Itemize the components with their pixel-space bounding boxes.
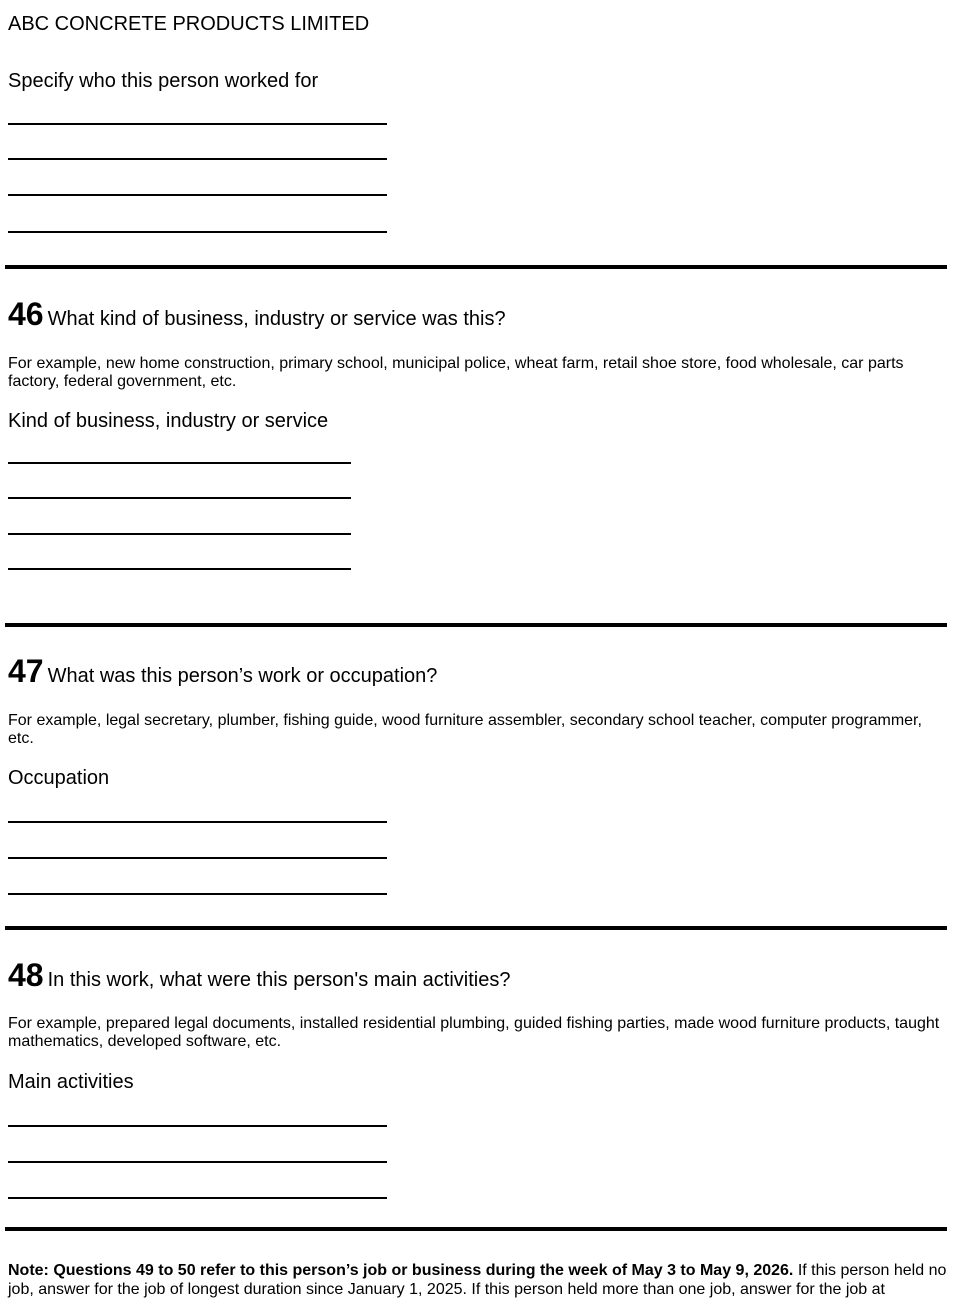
industry-line-3[interactable] [8,533,351,535]
occupation-line-1[interactable] [8,821,387,823]
question-number: 48 [8,957,44,993]
employer-line-3[interactable] [8,194,387,196]
employer-label: Specify who this person worked for [8,70,319,92]
question-number: 47 [8,653,44,689]
question-text: What was this person’s work or occupation? [47,665,438,687]
industry-line-2[interactable] [8,497,351,499]
question-text: What kind of business, industry or service was this? [47,308,506,330]
section-divider [5,623,947,627]
occupation-line-2[interactable] [8,857,387,859]
question-47-field-label: Occupation [8,767,110,789]
activities-line-1[interactable] [8,1125,387,1127]
industry-line-4[interactable] [8,568,351,570]
question-46-field-label: Kind of business, industry or service [8,410,329,432]
section-divider [5,1227,947,1231]
note-bold: Note: Questions 49 to 50 refer to this person’s job or business during the week of May 3 to May 9, 2026. [8,1262,794,1279]
section-divider [5,265,947,269]
activities-line-3[interactable] [8,1197,387,1199]
activities-line-2[interactable] [8,1161,387,1163]
question-48-heading [8,957,510,993]
note-rest: If this person held no job, answer for the job of longest duration since January 1, 2025. If this person held more than one job, answer for the job at [8,1262,947,1298]
question-46-heading [8,296,506,332]
question-number: 46 [8,296,44,332]
employer-line-1[interactable] [8,123,387,125]
note-text [8,1261,948,1299]
question-47-heading [8,653,437,689]
occupation-line-3[interactable] [8,893,387,895]
section-divider [5,926,947,930]
question-46-example: For example, new home construction, primary school, municipal police, wheat farm, retail shoe store, food wholesale, car parts factory, federal government, etc. [8,355,904,390]
industry-line-1[interactable] [8,462,351,464]
employer-line-4[interactable] [8,231,387,233]
question-text: In this work, what were this person's main activities? [47,969,511,991]
question-48-field-label: Main activities [8,1071,134,1093]
question-47-example: For example, legal secretary, plumber, fishing guide, wood furniture assembler, secondary school teacher, computer programmer, etc. [8,712,922,747]
question-48-example: For example, prepared legal documents, installed residential plumbing, guided fishing parties, made wood furniture products, taught mathematics, developed software, etc. [8,1015,940,1050]
employer-line-2[interactable] [8,158,387,160]
employer-answer: ABC CONCRETE PRODUCTS LIMITED [8,13,370,35]
